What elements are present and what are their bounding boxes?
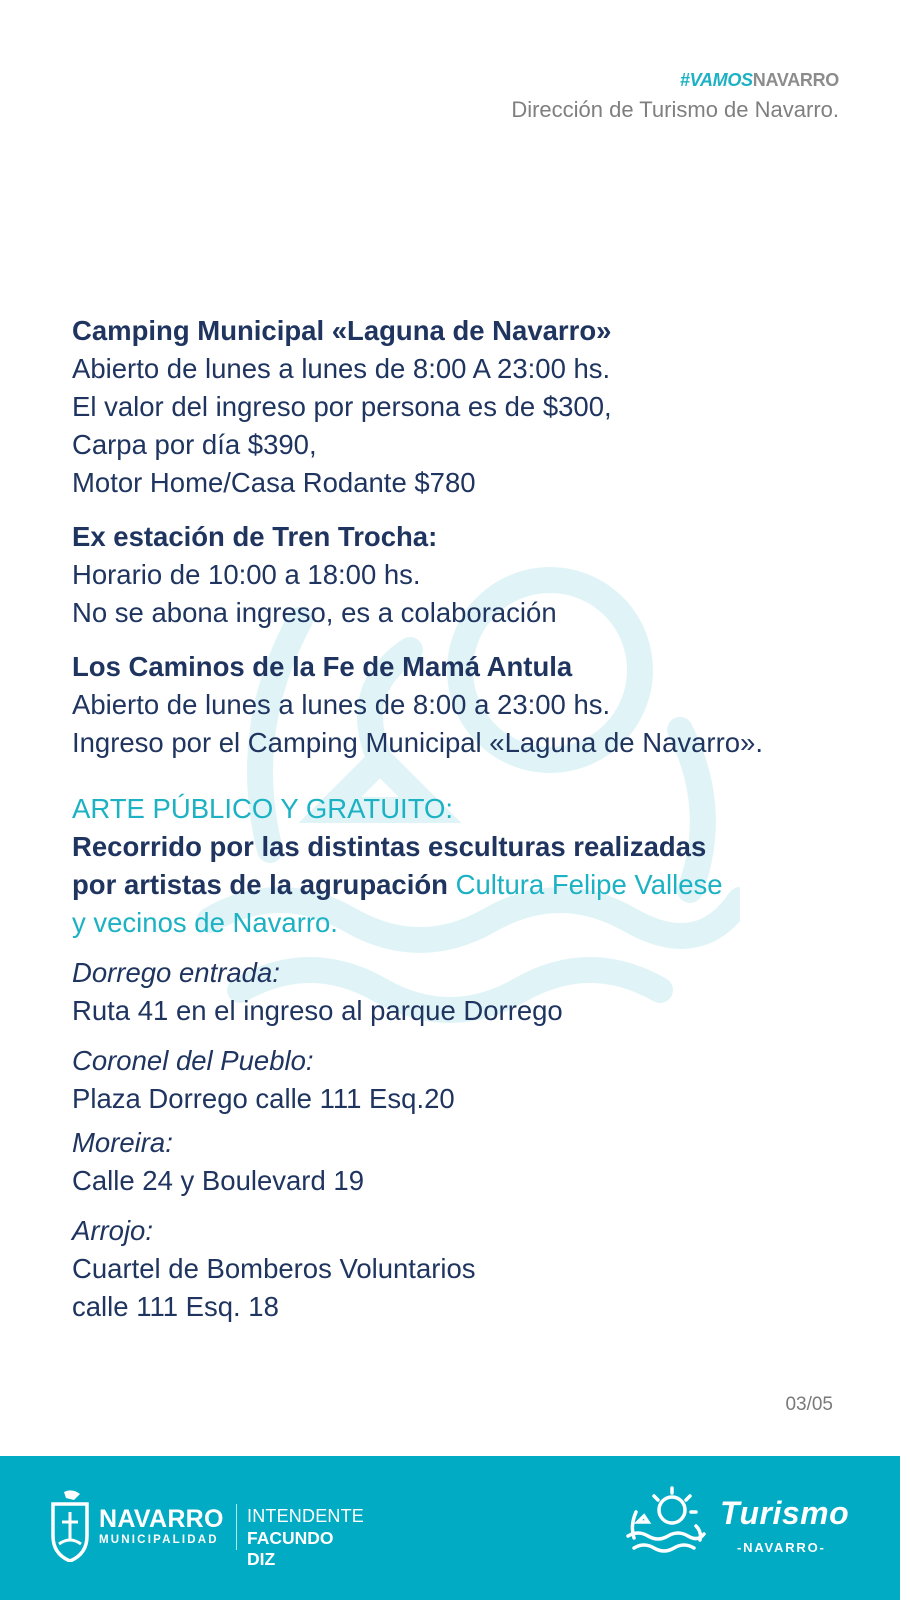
arte-heading: ARTE PÚBLICO Y GRATUITO: <box>72 793 454 824</box>
direction-title: Dirección de Turismo de Navarro. <box>511 97 839 122</box>
divider <box>236 1504 237 1550</box>
caminos-line: Ingreso por el Camping Municipal «Laguna de Navarro». <box>72 727 763 758</box>
location-name: Coronel del Pueblo: <box>72 1045 314 1076</box>
estacion-line: Horario de 10:00 a 18:00 hs. <box>72 559 421 590</box>
location-dorrego <box>72 954 862 1030</box>
hashtag-prefix: #VAMOS <box>679 70 753 90</box>
municipality-sub: MUNICIPALIDAD <box>99 1534 219 1546</box>
location-name: Dorrego entrada: <box>72 957 280 988</box>
footer <box>0 1456 900 1600</box>
location-address: Calle 24 y Boulevard 19 <box>72 1165 364 1196</box>
camping-line: Carpa por día $390, <box>72 429 317 460</box>
caminos-line: Abierto de lunes a lunes de 8:00 a 23:00 hs. <box>72 689 611 720</box>
caminos-title: Los Caminos de la Fe de Mamá Antula <box>72 651 573 682</box>
navarro-shield-icon <box>50 1490 90 1562</box>
tourism-brand: Turismo <box>720 1495 850 1531</box>
location-name: Arrojo: <box>72 1215 153 1246</box>
arte-line <box>72 866 862 904</box>
tourism-sub: -NAVARRO- <box>737 1540 826 1555</box>
location-address: calle 111 Esq. 18 <box>72 1291 279 1322</box>
mayor-name: FACUNDO DIZ <box>247 1528 334 1569</box>
turismo-sun-waves-icon <box>626 1486 706 1562</box>
camping-line: El valor del ingreso por persona es de $300, <box>72 391 612 422</box>
header <box>511 68 839 126</box>
location-address: Cuartel de Bomberos Voluntarios <box>72 1253 476 1284</box>
camping-line: Abierto de lunes a lunes de 8:00 A 23:00 hs. <box>72 353 611 384</box>
location-name: Moreira: <box>72 1127 173 1158</box>
location-coronel <box>72 1042 862 1118</box>
caminos-section <box>72 648 862 762</box>
camping-section <box>72 312 862 502</box>
camping-line: Motor Home/Casa Rodante $780 <box>72 467 476 498</box>
arte-section <box>72 790 862 942</box>
estacion-title: Ex estación de Tren Trocha: <box>72 521 438 552</box>
arte-line: Recorrido por las distintas esculturas realizadas <box>72 831 707 862</box>
camping-title: Camping Municipal «Laguna de Navarro» <box>72 315 612 346</box>
arte-line-teal: y vecinos de Navarro. <box>72 907 338 938</box>
arte-line-bold: por artistas de la agrupación <box>72 869 456 900</box>
arte-line-teal: Cultura Felipe Vallese <box>455 869 723 900</box>
mayor-role: INTENDENTE <box>247 1506 365 1526</box>
municipality-name: NAVARRO <box>99 1505 224 1533</box>
location-moreira <box>72 1124 862 1200</box>
hashtag <box>511 68 839 92</box>
location-address: Plaza Dorrego calle 111 Esq.20 <box>72 1083 455 1114</box>
estacion-line: No se abona ingreso, es a colaboración <box>72 597 557 628</box>
location-address: Ruta 41 en el ingreso al parque Dorrego <box>72 995 563 1026</box>
location-arrojo <box>72 1212 862 1326</box>
estacion-section <box>72 518 862 632</box>
main-content <box>72 312 862 1326</box>
hashtag-suffix: NAVARRO <box>752 70 839 90</box>
page-number: 03/05 <box>785 1394 833 1415</box>
municipality-logo <box>50 1484 365 1569</box>
